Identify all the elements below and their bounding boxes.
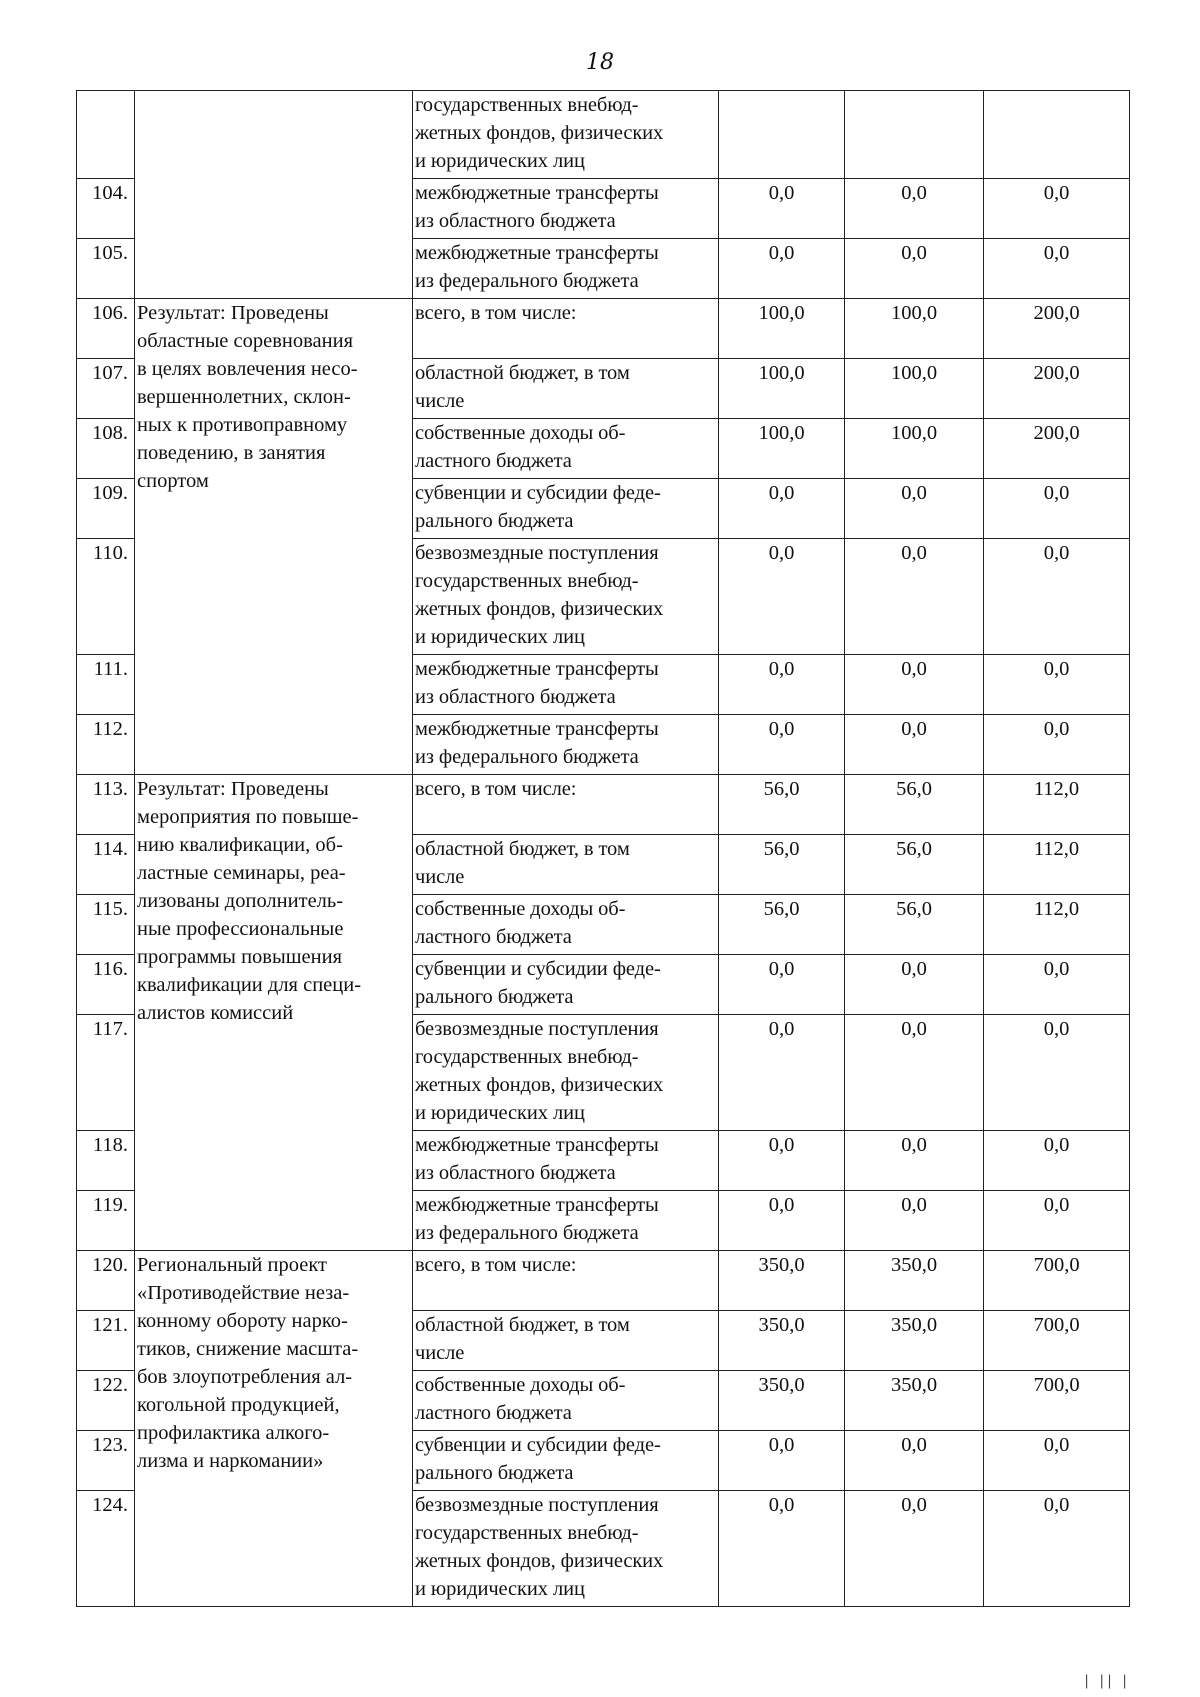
- row-number: 105.: [77, 239, 135, 299]
- funding-source: областной бюджет, в том числе: [413, 359, 719, 419]
- amount-value-2: 0,0: [845, 1015, 984, 1131]
- amount-value-2: 0,0: [845, 1491, 984, 1607]
- amount-value-3: 0,0: [984, 715, 1130, 775]
- result-description: Результат: Проведены мероприятия по повыше- нию квалификации, об- ластные семинары, реа- лизованы дополнитель- ные профессиональные программы повышения квалификации для специ- алистов комиссий: [135, 775, 413, 1251]
- amount-value-3: 112,0: [984, 895, 1130, 955]
- amount-value-1: 0,0: [719, 655, 845, 715]
- row-number: 108.: [77, 419, 135, 479]
- funding-source: собственные доходы об- ластного бюджета: [413, 895, 719, 955]
- amount-value-2: 0,0: [845, 1191, 984, 1251]
- funding-source: всего, в том числе:: [413, 1251, 719, 1311]
- amount-value-3: 0,0: [984, 1015, 1130, 1131]
- funding-source: субвенции и субсидии феде- рального бюджета: [413, 1431, 719, 1491]
- amount-value-3: 700,0: [984, 1371, 1130, 1431]
- amount-value-3: [984, 91, 1130, 179]
- table-row: [77, 1251, 1130, 1311]
- amount-value-2: 0,0: [845, 239, 984, 299]
- amount-value-2: 350,0: [845, 1251, 984, 1311]
- row-number: 109.: [77, 479, 135, 539]
- row-number: 117.: [77, 1015, 135, 1131]
- amount-value-2: 0,0: [845, 1431, 984, 1491]
- amount-value-3: 112,0: [984, 775, 1130, 835]
- amount-value-1: 0,0: [719, 1131, 845, 1191]
- funding-source: межбюджетные трансферты из федерального бюджета: [413, 715, 719, 775]
- amount-value-2: 100,0: [845, 299, 984, 359]
- amount-value-3: 200,0: [984, 359, 1130, 419]
- amount-value-3: 112,0: [984, 835, 1130, 895]
- row-number: 120.: [77, 1251, 135, 1311]
- amount-value-3: 0,0: [984, 539, 1130, 655]
- row-number: 104.: [77, 179, 135, 239]
- funding-source: собственные доходы об- ластного бюджета: [413, 419, 719, 479]
- amount-value-2: 0,0: [845, 539, 984, 655]
- row-number: 107.: [77, 359, 135, 419]
- amount-value-2: 56,0: [845, 835, 984, 895]
- amount-value-1: 100,0: [719, 359, 845, 419]
- page-number: 18: [586, 50, 614, 75]
- result-description: Региональный проект «Противодействие неза- конному обороту нарко- тиков, снижение масшта- бов злоупотребления ал- когольной продукцией, профилактика алкого- лизма и наркомании»: [135, 1251, 413, 1607]
- amount-value-3: 0,0: [984, 655, 1130, 715]
- table-row: [77, 299, 1130, 359]
- amount-value-1: 0,0: [719, 715, 845, 775]
- row-number: 118.: [77, 1131, 135, 1191]
- row-number: 113.: [77, 775, 135, 835]
- amount-value-3: 0,0: [984, 1431, 1130, 1491]
- amount-value-2: 56,0: [845, 895, 984, 955]
- amount-value-1: 0,0: [719, 539, 845, 655]
- amount-value-2: 56,0: [845, 775, 984, 835]
- table-body: [77, 91, 1130, 1607]
- row-number: 123.: [77, 1431, 135, 1491]
- row-number: 116.: [77, 955, 135, 1015]
- amount-value-3: 0,0: [984, 239, 1130, 299]
- funding-source: государственных внебюд- жетных фондов, физических и юридических лиц: [413, 91, 719, 179]
- amount-value-3: 0,0: [984, 479, 1130, 539]
- funding-source: областной бюджет, в том числе: [413, 835, 719, 895]
- amount-value-3: 200,0: [984, 299, 1130, 359]
- amount-value-2: 350,0: [845, 1311, 984, 1371]
- amount-value-2: 100,0: [845, 359, 984, 419]
- funding-source: субвенции и субсидии феде- рального бюджета: [413, 479, 719, 539]
- funding-source: межбюджетные трансферты из областного бюджета: [413, 179, 719, 239]
- amount-value-1: 0,0: [719, 1015, 845, 1131]
- table-row: [77, 775, 1130, 835]
- budget-table: [76, 90, 1130, 1607]
- amount-value-3: 0,0: [984, 1191, 1130, 1251]
- table-row: [77, 91, 1130, 179]
- row-number: 110.: [77, 539, 135, 655]
- amount-value-2: 350,0: [845, 1371, 984, 1431]
- amount-value-3: 200,0: [984, 419, 1130, 479]
- amount-value-2: 0,0: [845, 179, 984, 239]
- amount-value-2: 0,0: [845, 1131, 984, 1191]
- amount-value-2: 0,0: [845, 955, 984, 1015]
- funding-source: всего, в том числе:: [413, 299, 719, 359]
- amount-value-2: [845, 91, 984, 179]
- amount-value-1: 0,0: [719, 479, 845, 539]
- amount-value-1: 0,0: [719, 1491, 845, 1607]
- amount-value-1: 0,0: [719, 1431, 845, 1491]
- funding-source: безвозмездные поступления государственных внебюд- жетных фондов, физических и юридических лиц: [413, 539, 719, 655]
- amount-value-1: 0,0: [719, 239, 845, 299]
- amount-value-2: 0,0: [845, 655, 984, 715]
- funding-source: субвенции и субсидии феде- рального бюджета: [413, 955, 719, 1015]
- amount-value-1: 56,0: [719, 775, 845, 835]
- row-number: 112.: [77, 715, 135, 775]
- funding-source: безвозмездные поступления государственных внебюд- жетных фондов, физических и юридических лиц: [413, 1015, 719, 1131]
- row-number: 106.: [77, 299, 135, 359]
- result-description: [135, 91, 413, 299]
- row-number: 121.: [77, 1311, 135, 1371]
- funding-source: межбюджетные трансферты из федерального бюджета: [413, 239, 719, 299]
- funding-source: межбюджетные трансферты из федерального бюджета: [413, 1191, 719, 1251]
- amount-value-3: 0,0: [984, 1491, 1130, 1607]
- amount-value-1: 100,0: [719, 419, 845, 479]
- amount-value-1: [719, 91, 845, 179]
- amount-value-3: 0,0: [984, 955, 1130, 1015]
- row-number: 124.: [77, 1491, 135, 1607]
- result-description: Результат: Проведены областные соревнования в целях вовлечения несо- вершеннолетних, склон- ных к противоправному поведению, в занятия спортом: [135, 299, 413, 775]
- row-number: 122.: [77, 1371, 135, 1431]
- amount-value-3: 0,0: [984, 179, 1130, 239]
- row-number: 115.: [77, 895, 135, 955]
- scan-marks: | || |: [1084, 1673, 1130, 1689]
- amount-value-2: 0,0: [845, 715, 984, 775]
- amount-value-3: 0,0: [984, 1131, 1130, 1191]
- amount-value-2: 0,0: [845, 479, 984, 539]
- funding-source: межбюджетные трансферты из областного бюджета: [413, 1131, 719, 1191]
- row-number: 114.: [77, 835, 135, 895]
- amount-value-3: 700,0: [984, 1311, 1130, 1371]
- amount-value-1: 350,0: [719, 1251, 845, 1311]
- funding-source: областной бюджет, в том числе: [413, 1311, 719, 1371]
- amount-value-3: 700,0: [984, 1251, 1130, 1311]
- funding-source: безвозмездные поступления государственных внебюд- жетных фондов, физических и юридических лиц: [413, 1491, 719, 1607]
- row-number: [77, 91, 135, 179]
- amount-value-1: 350,0: [719, 1311, 845, 1371]
- row-number: 111.: [77, 655, 135, 715]
- amount-value-1: 350,0: [719, 1371, 845, 1431]
- amount-value-1: 56,0: [719, 835, 845, 895]
- funding-source: всего, в том числе:: [413, 775, 719, 835]
- amount-value-1: 0,0: [719, 955, 845, 1015]
- row-number: 119.: [77, 1191, 135, 1251]
- funding-source: собственные доходы об- ластного бюджета: [413, 1371, 719, 1431]
- amount-value-1: 0,0: [719, 179, 845, 239]
- amount-value-1: 56,0: [719, 895, 845, 955]
- amount-value-1: 100,0: [719, 299, 845, 359]
- amount-value-2: 100,0: [845, 419, 984, 479]
- funding-source: межбюджетные трансферты из областного бюджета: [413, 655, 719, 715]
- amount-value-1: 0,0: [719, 1191, 845, 1251]
